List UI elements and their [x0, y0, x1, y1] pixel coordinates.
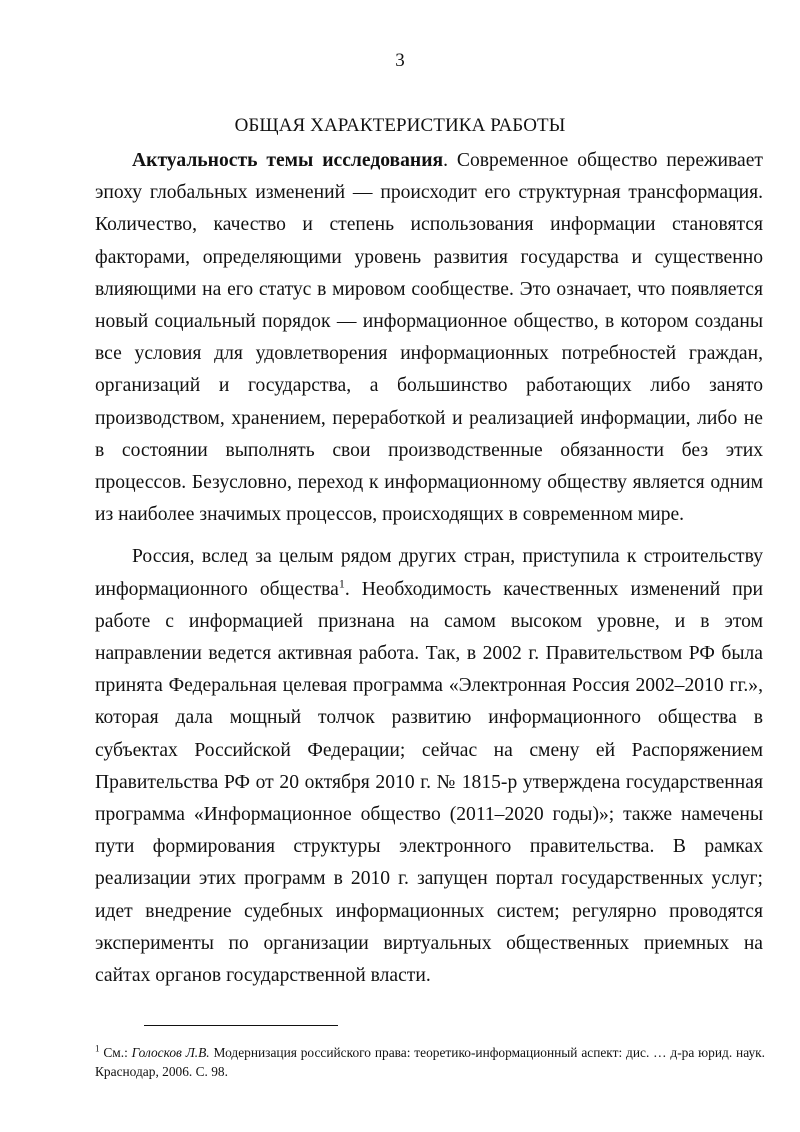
paragraph-russia: [95, 541, 763, 992]
footnote-mark: 1: [95, 1043, 100, 1054]
page-number: 3: [395, 50, 405, 71]
body-text: [95, 145, 763, 992]
relevance-text: . Современное общество переживает эпоху глобальных изменений — происходит его структурная трансформация. Количество, качество и степень использования информации становятся факторами, определяющими уровень развития государства и существенно влияющими на его статус в мировом сообществе. Это означает, что появляется новый социальный порядок — информационное общество, в котором созданы все условия для удовлетворения информационных потребностей граждан, организаций и государства, а большинство работающих либо занято производством, хранением, переработкой и реализацией информации, либо не в состоянии выполнять свои производственные обязанности без этих процессов. Безусловно, переход к информационному обществу является одним из наиболее значимых процессов, происходящих в современном мире.: [95, 150, 763, 526]
footnote: [95, 1043, 765, 1081]
paragraph-relevance: [95, 145, 763, 531]
russia-text-after-ref: . Необходимость качественных изменений при работе с информацией признана на самом высоком уровне, и в этом направлении ведется активная работа. Так, в 2002 г. Правительством РФ была принята Федеральная целевая программа «Электронная Россия 2002–2010 гг.», которая дала мощный толчок развитию информационного общества в субъектах Российской Федерации; сейчас на смену ей Распоряжением Правительства РФ от 20 октября 2010 г. № 1815-р утверждена государственная программа «Информационное общество (2011–2020 годы)»; также намечены пути формирования структуры электронного правительства. В рамках реализации этих программ в 2010 г. запущен портал государственных услуг; идет внедрение судебных информационных систем; регулярно проводятся эксперименты по организации виртуальных общественных приемных на сайтах органов государственной власти.: [95, 578, 763, 987]
section-title: ОБЩАЯ ХАРАКТЕРИСТИКА РАБОТЫ: [234, 115, 566, 136]
footnote-divider: [144, 1025, 338, 1026]
relevance-heading: Актуальность темы исследования: [132, 150, 444, 171]
footnote-author: Голосков Л.В.: [131, 1045, 210, 1060]
footnote-reference: 1: [338, 576, 345, 591]
footnote-text: Модернизация российского права: теоретико-информационный аспект: дис. … д-ра юрид. наук. Краснодар, 2006. С. 98.: [95, 1045, 766, 1079]
footnote-prefix: См.:: [99, 1045, 132, 1060]
russia-text-before-ref: Россия, вслед за целым рядом других стран, приступила к строительству информационного общества: [95, 546, 763, 600]
